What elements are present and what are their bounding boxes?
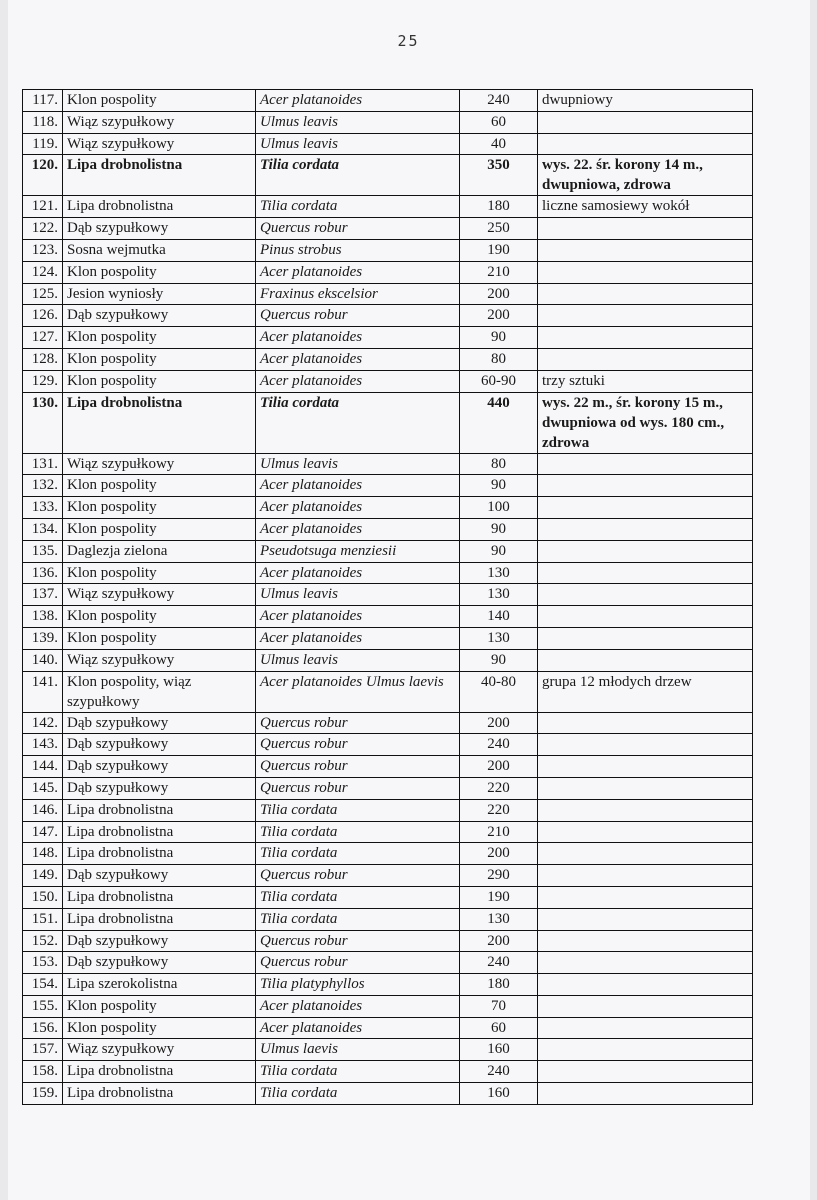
circumference-cell: 240: [460, 734, 538, 756]
latin-name-cell: Acer platanoides: [256, 348, 460, 370]
notes-cell: [538, 886, 753, 908]
polish-name-cell: Wiąz szypułkowy: [63, 649, 256, 671]
table-row: [23, 734, 753, 756]
table-row: [23, 821, 753, 843]
table-row: [23, 1061, 753, 1083]
latin-name-cell: Ulmus leavis: [256, 453, 460, 475]
table-row: [23, 649, 753, 671]
latin-name-cell: Pinus strobus: [256, 239, 460, 261]
polish-name-cell: Wiąz szypułkowy: [63, 1039, 256, 1061]
row-number-cell: 132.: [23, 475, 63, 497]
latin-name-cell: Pseudotsuga menziesii: [256, 540, 460, 562]
circumference-cell: 60-90: [460, 370, 538, 392]
notes-cell: [538, 712, 753, 734]
circumference-cell: 140: [460, 606, 538, 628]
table-row: [23, 540, 753, 562]
circumference-cell: 240: [460, 952, 538, 974]
table-row: [23, 155, 753, 196]
polish-name-cell: Lipa drobnolistna: [63, 196, 256, 218]
table-row: [23, 952, 753, 974]
circumference-cell: 200: [460, 283, 538, 305]
latin-name-cell: Ulmus leavis: [256, 133, 460, 155]
row-number-cell: 137.: [23, 584, 63, 606]
circumference-cell: 240: [460, 1061, 538, 1083]
polish-name-cell: Klon pospolity: [63, 327, 256, 349]
polish-name-cell: Klon pospolity: [63, 348, 256, 370]
table-row: [23, 392, 753, 453]
circumference-cell: 90: [460, 518, 538, 540]
table-row: [23, 1039, 753, 1061]
polish-name-cell: Klon pospolity: [63, 995, 256, 1017]
latin-name-cell: Tilia cordata: [256, 155, 460, 196]
polish-name-cell: Dąb szypułkowy: [63, 777, 256, 799]
notes-cell: [538, 562, 753, 584]
row-number-cell: 154.: [23, 974, 63, 996]
polish-name-cell: Dąb szypułkowy: [63, 712, 256, 734]
latin-name-cell: Acer platanoides: [256, 562, 460, 584]
polish-name-cell: Jesion wyniosły: [63, 283, 256, 305]
row-number-cell: 131.: [23, 453, 63, 475]
notes-cell: [538, 843, 753, 865]
polish-name-cell: Daglezja zielona: [63, 540, 256, 562]
row-number-cell: 119.: [23, 133, 63, 155]
polish-name-cell: Dąb szypułkowy: [63, 305, 256, 327]
table-row: [23, 305, 753, 327]
latin-name-cell: Quercus robur: [256, 952, 460, 974]
polish-name-cell: Dąb szypułkowy: [63, 734, 256, 756]
latin-name-cell: Tilia cordata: [256, 908, 460, 930]
notes-cell: [538, 518, 753, 540]
circumference-cell: 90: [460, 475, 538, 497]
table-row: [23, 562, 753, 584]
row-number-cell: 120.: [23, 155, 63, 196]
latin-name-cell: Quercus robur: [256, 305, 460, 327]
notes-cell: [538, 584, 753, 606]
row-number-cell: 142.: [23, 712, 63, 734]
polish-name-cell: Klon pospolity: [63, 627, 256, 649]
latin-name-cell: Tilia platyphyllos: [256, 974, 460, 996]
notes-cell: [538, 348, 753, 370]
latin-name-cell: Acer platanoides: [256, 627, 460, 649]
table-row: [23, 930, 753, 952]
circumference-cell: 130: [460, 908, 538, 930]
polish-name-cell: Klon pospolity: [63, 518, 256, 540]
notes-cell: [538, 218, 753, 240]
polish-name-cell: Dąb szypułkowy: [63, 930, 256, 952]
latin-name-cell: Acer platanoides: [256, 606, 460, 628]
circumference-cell: 220: [460, 777, 538, 799]
table-row: [23, 886, 753, 908]
table-row: [23, 974, 753, 996]
polish-name-cell: Lipa drobnolistna: [63, 1061, 256, 1083]
table-row: [23, 239, 753, 261]
latin-name-cell: Acer platanoides: [256, 261, 460, 283]
table-row: [23, 283, 753, 305]
latin-name-cell: Tilia cordata: [256, 799, 460, 821]
circumference-cell: 60: [460, 111, 538, 133]
polish-name-cell: Dąb szypułkowy: [63, 952, 256, 974]
notes-cell: dwupniowy: [538, 90, 753, 112]
table-row: [23, 218, 753, 240]
circumference-cell: 100: [460, 497, 538, 519]
row-number-cell: 128.: [23, 348, 63, 370]
table-row: [23, 756, 753, 778]
circumference-cell: 90: [460, 540, 538, 562]
notes-cell: [538, 111, 753, 133]
row-number-cell: 155.: [23, 995, 63, 1017]
circumference-cell: 60: [460, 1017, 538, 1039]
notes-cell: [538, 974, 753, 996]
polish-name-cell: Klon pospolity: [63, 90, 256, 112]
latin-name-cell: Quercus robur: [256, 865, 460, 887]
latin-name-cell: Tilia cordata: [256, 1083, 460, 1105]
polish-name-cell: Lipa drobnolistna: [63, 821, 256, 843]
latin-name-cell: Acer platanoides: [256, 497, 460, 519]
circumference-cell: 40: [460, 133, 538, 155]
notes-cell: [538, 756, 753, 778]
notes-cell: wys. 22 m., śr. korony 15 m., dwupniowa od wys. 180 cm., zdrowa: [538, 392, 753, 453]
table-row: [23, 584, 753, 606]
circumference-cell: 80: [460, 348, 538, 370]
notes-cell: [538, 865, 753, 887]
latin-name-cell: Quercus robur: [256, 734, 460, 756]
circumference-cell: 290: [460, 865, 538, 887]
table-row: [23, 995, 753, 1017]
row-number-cell: 124.: [23, 261, 63, 283]
polish-name-cell: Lipa drobnolistna: [63, 1083, 256, 1105]
row-number-cell: 144.: [23, 756, 63, 778]
row-number-cell: 152.: [23, 930, 63, 952]
polish-name-cell: Wiąz szypułkowy: [63, 453, 256, 475]
polish-name-cell: Dąb szypułkowy: [63, 756, 256, 778]
latin-name-cell: Tilia cordata: [256, 843, 460, 865]
latin-name-cell: Ulmus laevis: [256, 1039, 460, 1061]
table-row: [23, 327, 753, 349]
row-number-cell: 121.: [23, 196, 63, 218]
latin-name-cell: Quercus robur: [256, 756, 460, 778]
table-row: [23, 712, 753, 734]
circumference-cell: 210: [460, 261, 538, 283]
polish-name-cell: Klon pospolity: [63, 370, 256, 392]
tree-inventory-table: [22, 89, 753, 1105]
notes-cell: [538, 1083, 753, 1105]
table-row: [23, 777, 753, 799]
notes-cell: [538, 239, 753, 261]
row-number-cell: 140.: [23, 649, 63, 671]
circumference-cell: 200: [460, 930, 538, 952]
notes-cell: [538, 952, 753, 974]
row-number-cell: 153.: [23, 952, 63, 974]
circumference-cell: 70: [460, 995, 538, 1017]
polish-name-cell: Klon pospolity: [63, 475, 256, 497]
latin-name-cell: Ulmus leavis: [256, 584, 460, 606]
notes-cell: [538, 540, 753, 562]
polish-name-cell: Klon pospolity, wiąz szypułkowy: [63, 671, 256, 712]
circumference-cell: 180: [460, 974, 538, 996]
polish-name-cell: Lipa drobnolistna: [63, 886, 256, 908]
notes-cell: [538, 283, 753, 305]
latin-name-cell: Quercus robur: [256, 777, 460, 799]
circumference-cell: 190: [460, 886, 538, 908]
table-row: [23, 111, 753, 133]
latin-name-cell: Acer platanoides Ulmus laevis: [256, 671, 460, 712]
polish-name-cell: Klon pospolity: [63, 606, 256, 628]
table-body: [23, 90, 753, 1105]
row-number-cell: 130.: [23, 392, 63, 453]
notes-cell: [538, 995, 753, 1017]
notes-cell: liczne samosiewy wokół: [538, 196, 753, 218]
polish-name-cell: Wiąz szypułkowy: [63, 111, 256, 133]
table-row: [23, 453, 753, 475]
row-number-cell: 129.: [23, 370, 63, 392]
circumference-cell: 180: [460, 196, 538, 218]
table-row: [23, 261, 753, 283]
polish-name-cell: Klon pospolity: [63, 1017, 256, 1039]
polish-name-cell: Lipa drobnolistna: [63, 908, 256, 930]
table-row: [23, 671, 753, 712]
latin-name-cell: Acer platanoides: [256, 327, 460, 349]
table-row: [23, 497, 753, 519]
polish-name-cell: Dąb szypułkowy: [63, 218, 256, 240]
row-number-cell: 156.: [23, 1017, 63, 1039]
row-number-cell: 138.: [23, 606, 63, 628]
row-number-cell: 146.: [23, 799, 63, 821]
table-row: [23, 90, 753, 112]
row-number-cell: 127.: [23, 327, 63, 349]
circumference-cell: 440: [460, 392, 538, 453]
polish-name-cell: Klon pospolity: [63, 562, 256, 584]
polish-name-cell: Sosna wejmutka: [63, 239, 256, 261]
circumference-cell: 90: [460, 327, 538, 349]
notes-cell: [538, 1061, 753, 1083]
circumference-cell: 210: [460, 821, 538, 843]
table-row: [23, 133, 753, 155]
latin-name-cell: Acer platanoides: [256, 370, 460, 392]
circumference-cell: 90: [460, 649, 538, 671]
row-number-cell: 118.: [23, 111, 63, 133]
latin-name-cell: Quercus robur: [256, 218, 460, 240]
circumference-cell: 40-80: [460, 671, 538, 712]
row-number-cell: 141.: [23, 671, 63, 712]
row-number-cell: 122.: [23, 218, 63, 240]
latin-name-cell: Acer platanoides: [256, 518, 460, 540]
polish-name-cell: Lipa drobnolistna: [63, 799, 256, 821]
table-row: [23, 370, 753, 392]
polish-name-cell: Lipa drobnolistna: [63, 155, 256, 196]
latin-name-cell: Ulmus leavis: [256, 649, 460, 671]
circumference-cell: 240: [460, 90, 538, 112]
row-number-cell: 159.: [23, 1083, 63, 1105]
notes-cell: [538, 133, 753, 155]
table-row: [23, 196, 753, 218]
table-row: [23, 627, 753, 649]
notes-cell: grupa 12 młodych drzew: [538, 671, 753, 712]
notes-cell: [538, 1039, 753, 1061]
latin-name-cell: Ulmus leavis: [256, 111, 460, 133]
row-number-cell: 134.: [23, 518, 63, 540]
circumference-cell: 200: [460, 756, 538, 778]
polish-name-cell: Lipa drobnolistna: [63, 843, 256, 865]
circumference-cell: 200: [460, 712, 538, 734]
notes-cell: [538, 606, 753, 628]
circumference-cell: 130: [460, 584, 538, 606]
circumference-cell: 160: [460, 1083, 538, 1105]
circumference-cell: 220: [460, 799, 538, 821]
row-number-cell: 147.: [23, 821, 63, 843]
notes-cell: trzy sztuki: [538, 370, 753, 392]
latin-name-cell: Acer platanoides: [256, 475, 460, 497]
page-number: 25: [397, 32, 420, 50]
circumference-cell: 130: [460, 627, 538, 649]
row-number-cell: 135.: [23, 540, 63, 562]
row-number-cell: 145.: [23, 777, 63, 799]
notes-cell: [538, 734, 753, 756]
table-row: [23, 1083, 753, 1105]
row-number-cell: 148.: [23, 843, 63, 865]
notes-cell: [538, 821, 753, 843]
polish-name-cell: Wiąz szypułkowy: [63, 584, 256, 606]
notes-cell: [538, 777, 753, 799]
table-row: [23, 1017, 753, 1039]
row-number-cell: 149.: [23, 865, 63, 887]
polish-name-cell: Klon pospolity: [63, 261, 256, 283]
notes-cell: [538, 1017, 753, 1039]
table-row: [23, 606, 753, 628]
notes-cell: [538, 305, 753, 327]
latin-name-cell: Tilia cordata: [256, 821, 460, 843]
circumference-cell: 80: [460, 453, 538, 475]
polish-name-cell: Lipa szerokolistna: [63, 974, 256, 996]
notes-cell: [538, 327, 753, 349]
row-number-cell: 151.: [23, 908, 63, 930]
latin-name-cell: Tilia cordata: [256, 886, 460, 908]
row-number-cell: 150.: [23, 886, 63, 908]
latin-name-cell: Tilia cordata: [256, 1061, 460, 1083]
row-number-cell: 117.: [23, 90, 63, 112]
table-row: [23, 843, 753, 865]
circumference-cell: 200: [460, 843, 538, 865]
row-number-cell: 133.: [23, 497, 63, 519]
table-row: [23, 865, 753, 887]
row-number-cell: 125.: [23, 283, 63, 305]
row-number-cell: 123.: [23, 239, 63, 261]
polish-name-cell: Dąb szypułkowy: [63, 865, 256, 887]
row-number-cell: 157.: [23, 1039, 63, 1061]
circumference-cell: 350: [460, 155, 538, 196]
notes-cell: [538, 908, 753, 930]
notes-cell: [538, 497, 753, 519]
row-number-cell: 139.: [23, 627, 63, 649]
table-row: [23, 799, 753, 821]
circumference-cell: 200: [460, 305, 538, 327]
latin-name-cell: Quercus robur: [256, 712, 460, 734]
latin-name-cell: Tilia cordata: [256, 196, 460, 218]
row-number-cell: 158.: [23, 1061, 63, 1083]
circumference-cell: 130: [460, 562, 538, 584]
latin-name-cell: Acer platanoides: [256, 90, 460, 112]
table-row: [23, 348, 753, 370]
polish-name-cell: Lipa drobnolistna: [63, 392, 256, 453]
row-number-cell: 126.: [23, 305, 63, 327]
notes-cell: [538, 649, 753, 671]
notes-cell: [538, 261, 753, 283]
latin-name-cell: Acer platanoides: [256, 995, 460, 1017]
polish-name-cell: Wiąz szypułkowy: [63, 133, 256, 155]
circumference-cell: 190: [460, 239, 538, 261]
circumference-cell: 250: [460, 218, 538, 240]
latin-name-cell: Quercus robur: [256, 930, 460, 952]
notes-cell: wys. 22. śr. korony 14 m., dwupniowa, zdrowa: [538, 155, 753, 196]
table-row: [23, 518, 753, 540]
latin-name-cell: Acer platanoides: [256, 1017, 460, 1039]
table-row: [23, 908, 753, 930]
row-number-cell: 136.: [23, 562, 63, 584]
latin-name-cell: Tilia cordata: [256, 392, 460, 453]
notes-cell: [538, 930, 753, 952]
row-number-cell: 143.: [23, 734, 63, 756]
notes-cell: [538, 475, 753, 497]
table-row: [23, 475, 753, 497]
polish-name-cell: Klon pospolity: [63, 497, 256, 519]
circumference-cell: 160: [460, 1039, 538, 1061]
latin-name-cell: Fraxinus ekscelsior: [256, 283, 460, 305]
notes-cell: [538, 453, 753, 475]
notes-cell: [538, 799, 753, 821]
notes-cell: [538, 627, 753, 649]
